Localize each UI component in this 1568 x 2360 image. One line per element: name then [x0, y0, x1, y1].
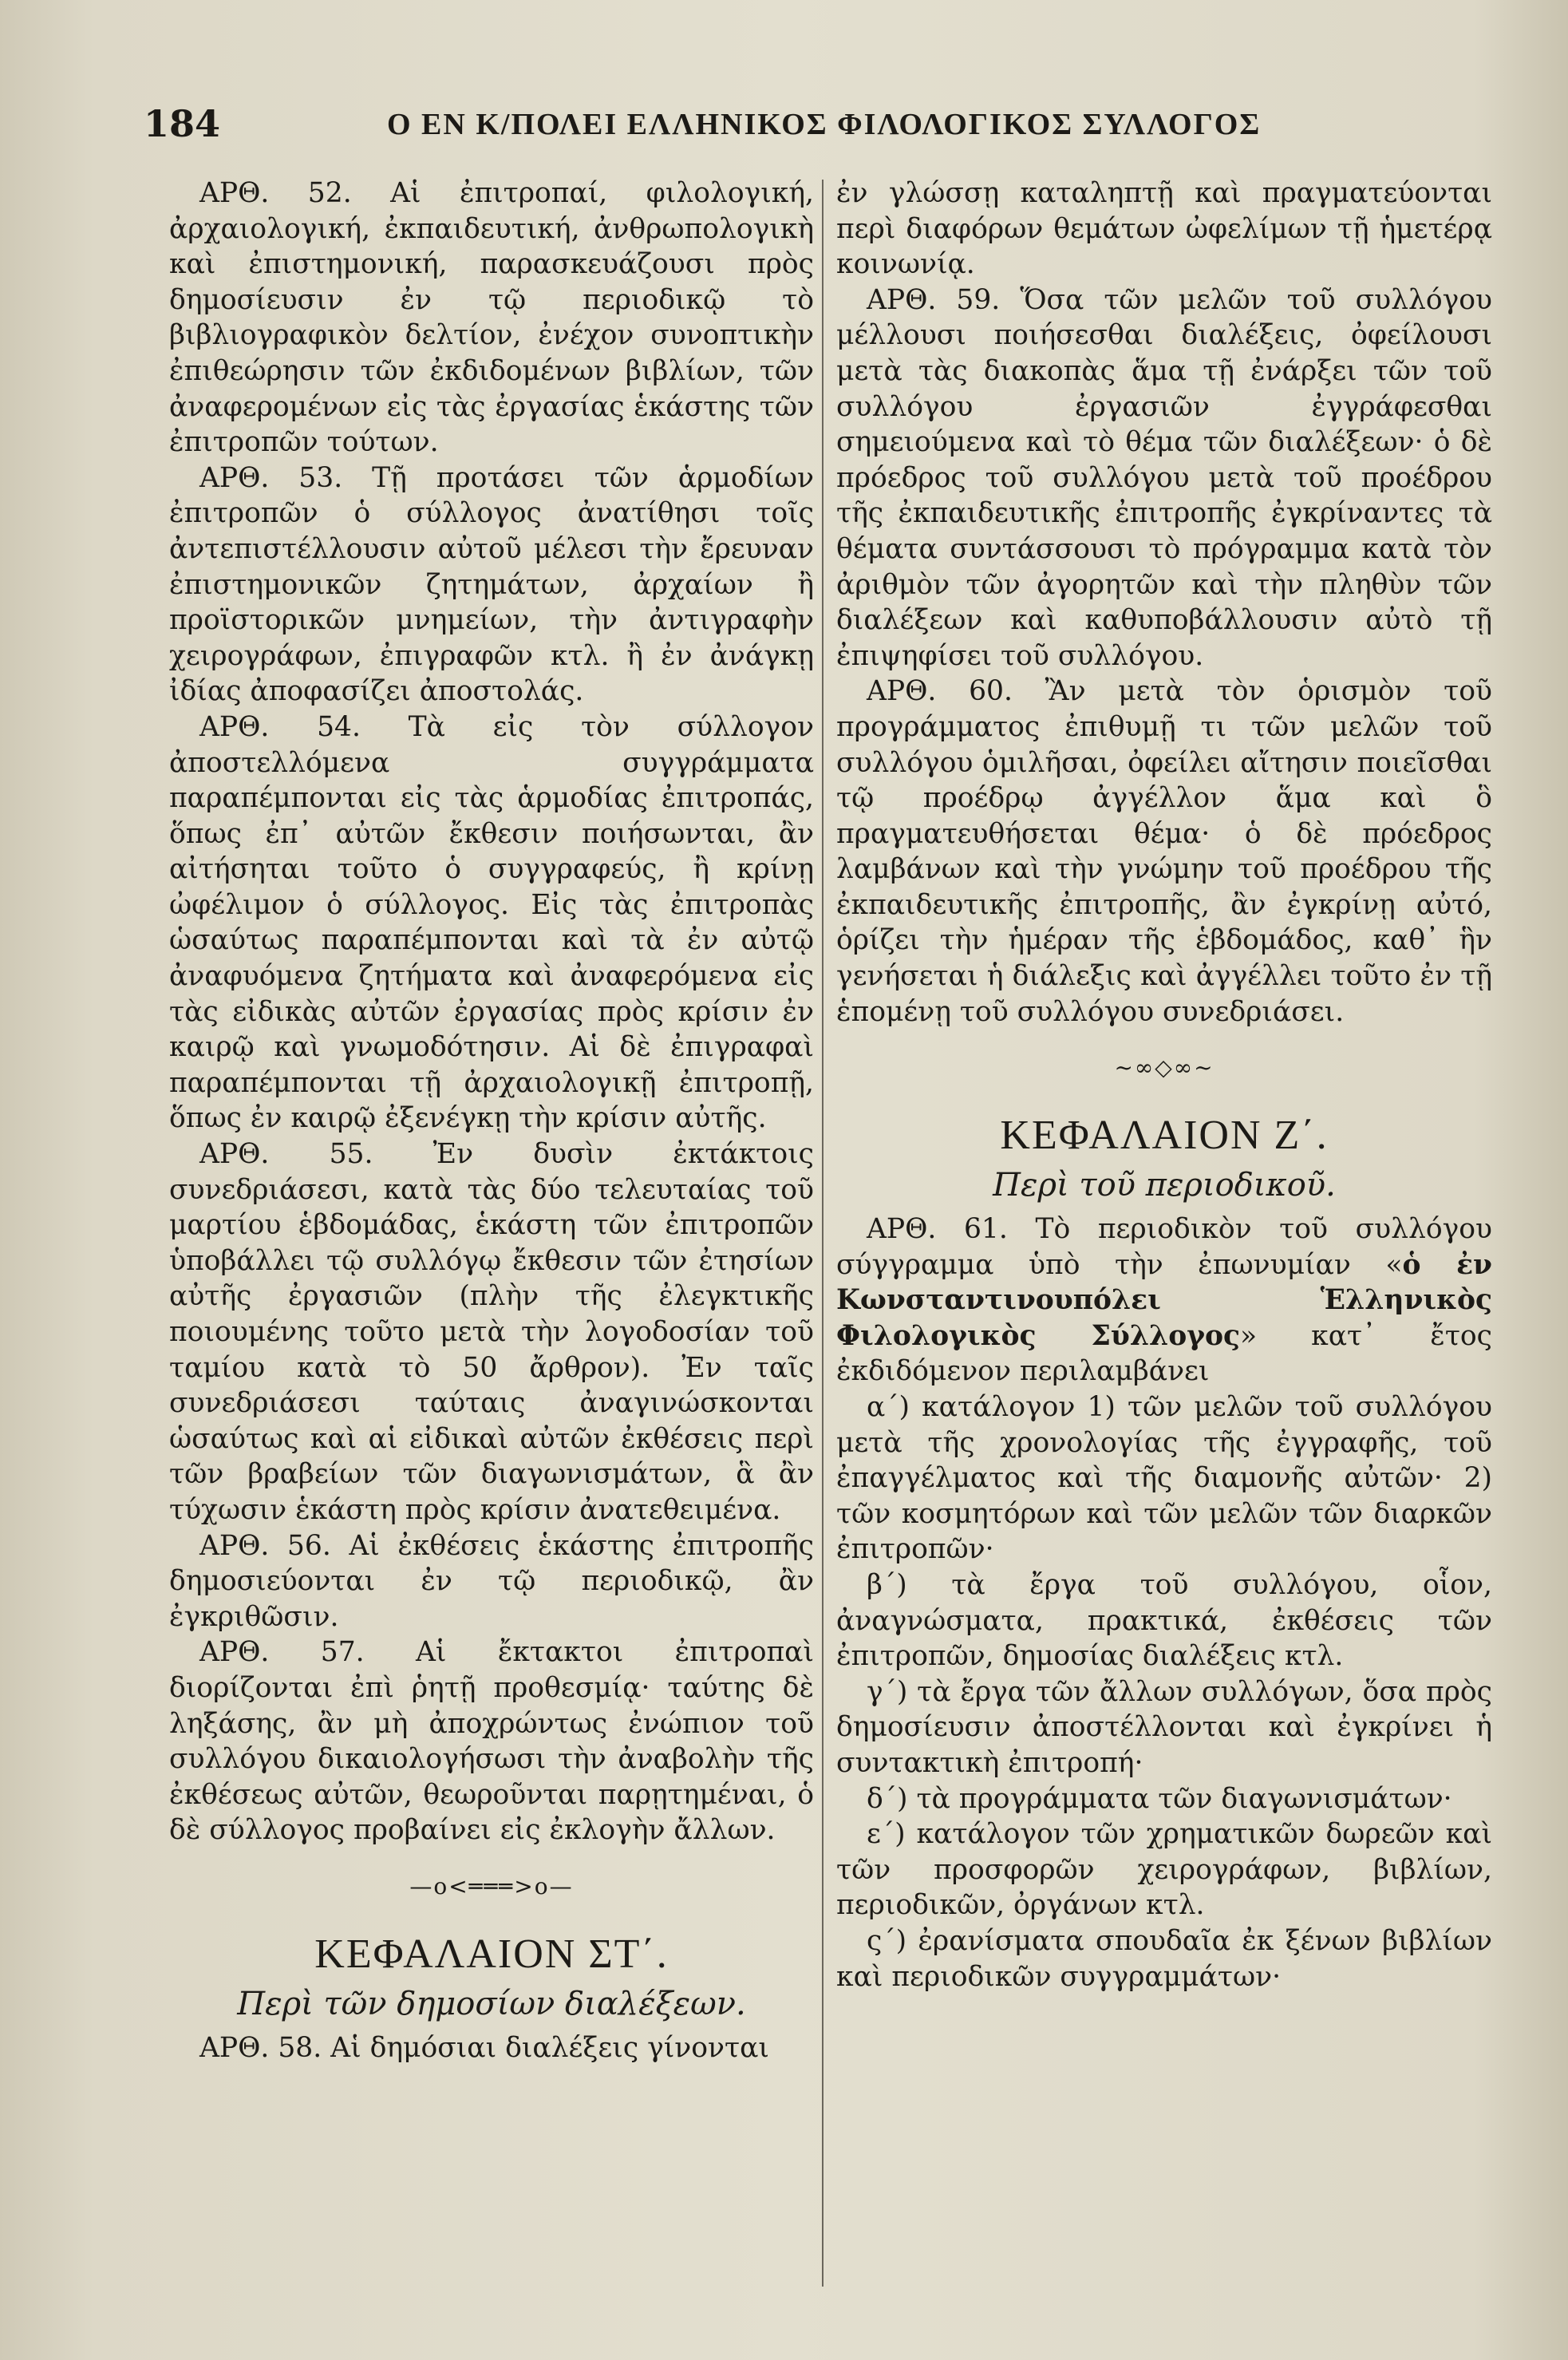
section-ornament: —o<═══>o—	[409, 1872, 574, 1899]
article-55: ΑΡΘ. 55. Ἐν δυσὶν ἐκτάκτοις συνεδριάσεσι, κατὰ τὰς δύο τελευταίας τοῦ μαρτίου ἑβδομάδας, ἑκάστη τῶν ἐπιτροπῶν ὑποβάλλει τῷ συλλόγῳ ἔκθεσιν τῶν ἐτησίων αὐτῆς ἐργασιῶν (πλὴν τῆς ἐλεγκτικῆς ποιουμένης τοῦτο μετὰ τὴν λογοδοσίαν τοῦ ταμίου κατὰ τὸ 50 ἄρθρον). Ἐν ταῖς συνεδριάσεσι ταύταις ἀναγινώσκονται ὡσαύτως καὶ αἱ εἰδικαὶ αὐτῶν ἐκθέσεις περὶ τῶν βραβείων τῶν διαγωνισμάτων, ἃ ἂν τύχωσιν ἑκάστη πρὸς κρίσιν ἀνατεθειμένα.	[169, 1138, 814, 1526]
article-52: ΑΡΘ. 52. Αἱ ἐπιτροπαί, φιλολογική, ἀρχαιολογική, ἐκπαιδευτική, ἀνθρωπολογικὴ καὶ ἐπιστημονική, παρασκευάζουσι πρὸς δημοσίευσιν ἐν τῷ περιοδικῷ τὸ βιβλιογραφικὸν δελτίον, ἐνέχον συνοπτικὴν ἐπιθεώρησιν τῶν ἐκδιδομένων βιβλίων, τῶν ἀναφερομένων εἰς τὰς ἐργασίας ἑκάστης τῶν ἐπιτροπῶν τούτων.	[169, 177, 814, 459]
article-59: ΑΡΘ. 59. Ὅσα τῶν μελῶν τοῦ συλλόγου μέλλουσι ποιήσεσθαι διαλέξεις, ὀφείλουσι μετὰ τὰς διακοπὰς ἅμα τῇ ἐνάρξει τῶν τοῦ συλλόγου ἐργασιῶν ἐγγράφεσθαι σημειούμενα καὶ τὸ θέμα τῶν διαλέξεων· ὁ δὲ πρόεδρος τοῦ συλλόγου μετὰ τοῦ προέδρου τῆς ἐκπαιδευτικῆς ἐπιτροπῆς ἐγκρίναντες τὰ θέματα συντάσσουσι τὸ πρόγραμμα κατὰ τὸν ἀριθμὸν τῶν ἀγορητῶν καὶ τὴν πληθὺν τῶν διαλέξεων καὶ καθυποβάλλουσιν αὐτὸ τῇ ἐπιψηφίσει τοῦ συλλόγου.	[836, 283, 1492, 672]
list-item: β΄) τὰ ἔργα τοῦ συλλόγου, οἷον, ἀναγνώσματα, πρακτικά, ἐκθέσεις τῶν ἐπιτροπῶν, δημοσίας διαλέξεις κτλ.	[836, 1568, 1492, 1673]
chapter-subtitle: Περὶ τῶν δημοσίων διαλέξεων.	[237, 1986, 746, 2023]
list-item: γ΄) τὰ ἔργα τῶν ἄλλων συλλόγων, ὅσα πρὸς δημοσίευσιν ἀποστέλλονται καὶ ἐγκρίνει ἡ συντακτικὴ ἐπιτροπή·	[836, 1675, 1492, 1779]
chapter-title: ΚΕΦΑΛΑΙΟΝ Ζ΄.	[1000, 1112, 1329, 1158]
section-ornament: ~∞◇∞~	[1114, 1054, 1215, 1081]
list-item: ε΄) κατάλογον τῶν χρηματικῶν δωρεῶν καὶ τῶν προσφορῶν χειρογράφων, βιβλίων, περιοδικῶν, ὀργάνων κτλ.	[836, 1818, 1492, 1922]
running-title: Ο ΕΝ Κ/ΠΟΛΕΙ ΕΛΛΗΝΙΚΟΣ ΦΙΛΟΛΟΓΙΚΟΣ ΣΥΛΛΟΓΟΣ	[387, 108, 1262, 141]
right-column	[836, 176, 1492, 1994]
article-60: ΑΡΘ. 60. Ἂν μετὰ τὸν ὁρισμὸν τοῦ προγράμματος ἐπιθυμῇ τι τῶν μελῶν τοῦ συλλόγου ὁμιλῆσαι, ὀφείλει αἴτησιν ποιεῖσθαι τῷ προέδρῳ ἀγγέλλον ἅμα καὶ ὃ πραγματευθήσεται θέμα· ὁ δὲ πρόεδρος λαμβάνων καὶ τὴν γνώμην τοῦ προέδρου τῆς ἐκπαιδευτικῆς ἐπιτροπῆς, ἂν ἐγκρίνῃ αὐτό, ὁρίζει τὴν ἡμέραν τῆς ἑβδομάδος, καθ᾽ ἣν γενήσεται ἡ διάλεξις καὶ ἀγγέλλει τοῦτο ἐν τῇ ἑπομένῃ τοῦ συλλόγου συνεδριάσει.	[836, 675, 1492, 1028]
chapter-subtitle: Περὶ τοῦ περιοδικοῦ.	[993, 1167, 1336, 1204]
article-57: ΑΡΘ. 57. Αἱ ἔκτακτοι ἐπιτροπαὶ διορίζονται ἐπὶ ῥητῇ προθεσμίᾳ· ταύτης δὲ ληξάσης, ἂν μὴ ἀποχρώντως ἐνώπιον τοῦ συλλόγου δικαιολογήσωσι τὴν ἀναβολὴν τῆς ἐκθέσεως αὐτῶν, θεωροῦνται παρῃτημέναι, ὁ δὲ σύλλογος προβαίνει εἰς ἐκλογὴν ἄλλων.	[169, 1636, 814, 1847]
running-head	[144, 102, 1492, 150]
article-61-end: » κατ᾽ ἔτος ἐκδιδόμενον περιλαμβάνει	[836, 1319, 1492, 1388]
article-54: ΑΡΘ. 54. Τὰ εἰς τὸν σύλλογον ἀποστελλόμενα συγγράμματα παραπέμπονται εἰς τὰς ἁρμοδίας ἐπιτροπάς, ὅπως ἐπ᾽ αὐτῶν ἔκθεσιν ποιήσωνται, ἂν αἰτήσηται τοῦτο ὁ συγγραφεύς, ἢ κρίνῃ ὠφέλιμον ὁ σύλλογος. Εἰς τὰς ἐπιτροπὰς ὡσαύτως παραπέμπονται καὶ τὰ ἐν αὐτῷ ἀναφυόμενα ζητήματα καὶ ἀναφερόμενα εἰς τὰς εἰδικὰς αὐτῶν ἐργασίας πρὸς κρίσιν ἐν καιρῷ καὶ γνωμοδότησιν. Αἱ δὲ ἐπιγραφαὶ παραπέμπονται τῇ ἀρχαιολογικῇ ἐπιτροπῇ, ὅπως ἐν καιρῷ ἐξενέγκῃ τὴν κρίσιν αὐτῆς.	[169, 710, 814, 1135]
left-column	[169, 176, 814, 2065]
article-61	[836, 1212, 1492, 1390]
page-number: 184	[144, 102, 221, 145]
list-item: δ΄) τὰ προγράμματα τῶν διαγωνισμάτων·	[867, 1782, 1452, 1815]
article-58: ΑΡΘ. 58. Αἱ δημόσιαι διαλέξεις γίνονται	[199, 2031, 769, 2064]
article-61-start: ΑΡΘ. 61. Τὸ περιοδικὸν τοῦ συλλόγου σύγγραμμα ὑπὸ τὴν ἐπωνυμίαν «	[836, 1213, 1492, 1281]
chapter-title: ΚΕΦΑΛΑΙΟΝ ΣΤ΄.	[314, 1931, 669, 1977]
column-divider	[822, 180, 823, 2287]
article-53: ΑΡΘ. 53. Τῇ προτάσει τῶν ἁρμοδίων ἐπιτροπῶν ὁ σύλλογος ἀνατίθησι τοῖς ἀντεπιστέλλουσιν αὐτοῦ μέλεσι τὴν ἔρευναν ἐπιστημονικῶν ζητημάτων, ἀρχαίων ἢ προϊστορικῶν μνημείων, τὴν ἀντιγραφὴν χειρογράφων, ἐπιγραφῶν κτλ. ἢ ἐν ἀνάγκῃ ἰδίας ἀποφασίζει ἀποστολάς.	[169, 461, 814, 708]
article-58-continued: ἐν γλώσσῃ καταληπτῇ καὶ πραγματεύονται περὶ διαφόρων θεμάτων ὠφελίμων τῇ ἡμετέρᾳ κοινωνίᾳ.	[836, 177, 1492, 281]
list-item: ς΄) ἐρανίσματα σπουδαῖα ἐκ ξένων βιβλίων καὶ περιοδικῶν συγγραμμάτων·	[836, 1924, 1492, 1993]
list-item: α΄) κατάλογον 1) τῶν μελῶν τοῦ συλλόγου μετὰ τῆς χρονολογίας τῆς ἐγγραφῆς, τοῦ ἐπαγγέλματος καὶ τῆς διαμονῆς αὐτῶν· 2) τῶν κοσμητόρων καὶ τῶν μελῶν τῶν διαρκῶν ἐπιτροπῶν·	[836, 1391, 1492, 1566]
periodical-title: ὁ ἐν Κωνσταντινουπόλει Ἑλληνικὸς Φιλολογικὸς Σύλλογος	[836, 1248, 1492, 1352]
article-56: ΑΡΘ. 56. Αἱ ἐκθέσεις ἑκάστης ἐπιτροπῆς δημοσιεύονται ἐν τῷ περιοδικῷ, ἂν ἐγκριθῶσιν.	[169, 1529, 814, 1633]
